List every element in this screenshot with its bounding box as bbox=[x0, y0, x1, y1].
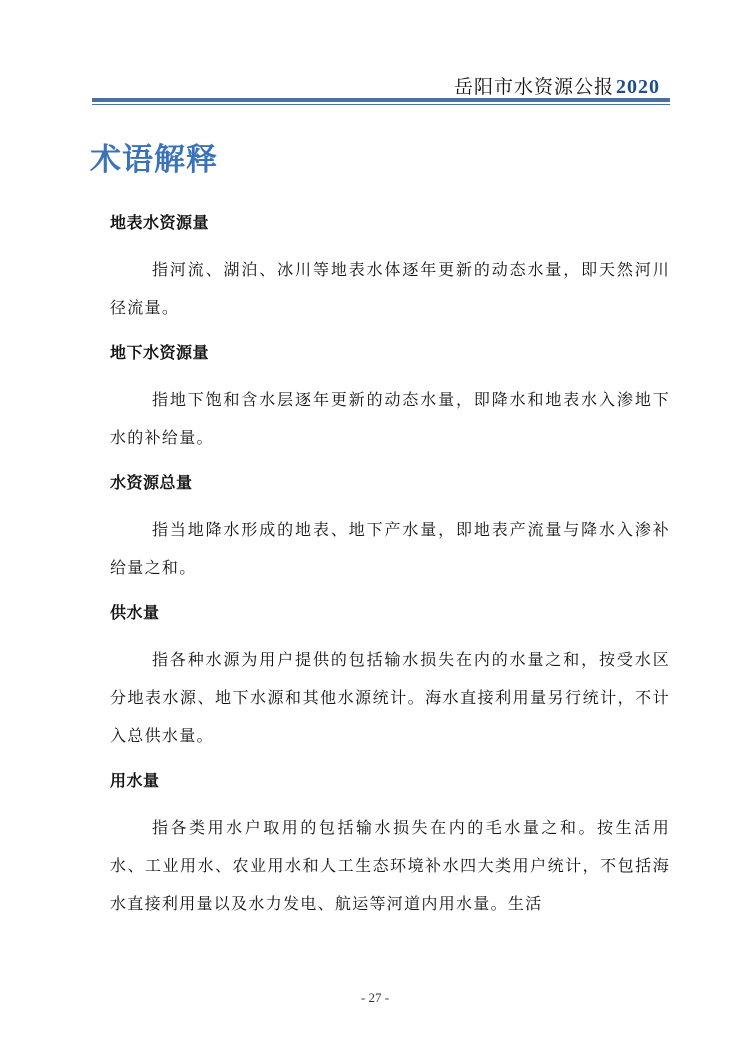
term-heading: 供水量 bbox=[110, 603, 160, 622]
terms-list bbox=[110, 205, 670, 931]
header-rule bbox=[92, 98, 670, 102]
term-heading: 用水量 bbox=[110, 771, 160, 790]
term-definition: 指各类用水户取用的包括输水损失在内的毛水量之和。按生活用水、工业用水、农业用水和人工生态环境补水四大类用户统计，不包括海水直接利用量以及水力发电、航运等河道内用水量。生活 bbox=[110, 818, 670, 913]
report-year: 2020 bbox=[616, 76, 660, 98]
term-definition: 指当地降水形成的地表、地下产水量，即地表产流量与降水入渗补给量之和。 bbox=[110, 520, 670, 577]
page-number: - 27 - bbox=[360, 990, 390, 1005]
header-rule-thin bbox=[92, 104, 670, 105]
term-definition: 指地下饱和含水层逐年更新的动态水量，即降水和地表水入渗地下水的补给量。 bbox=[110, 390, 670, 447]
term-definition: 指河流、湖泊、冰川等地表水体逐年更新的动态水量，即天然河川径流量。 bbox=[110, 260, 670, 317]
section-title: 术语解释 bbox=[90, 142, 218, 178]
page-header bbox=[92, 62, 670, 106]
term-heading: 水资源总量 bbox=[110, 473, 193, 492]
report-title: 岳阳市水资源公报 bbox=[453, 76, 614, 98]
term-definition: 指各种水源为用户提供的包括输水损失在内的水量之和，按受水区分地表水源、地下水源和其他水源统计。海水直接利用量另行统计，不计入总供水量。 bbox=[110, 650, 670, 745]
term-heading: 地下水资源量 bbox=[110, 343, 210, 362]
header-title bbox=[454, 72, 660, 99]
term-heading: 地表水资源量 bbox=[110, 213, 210, 232]
